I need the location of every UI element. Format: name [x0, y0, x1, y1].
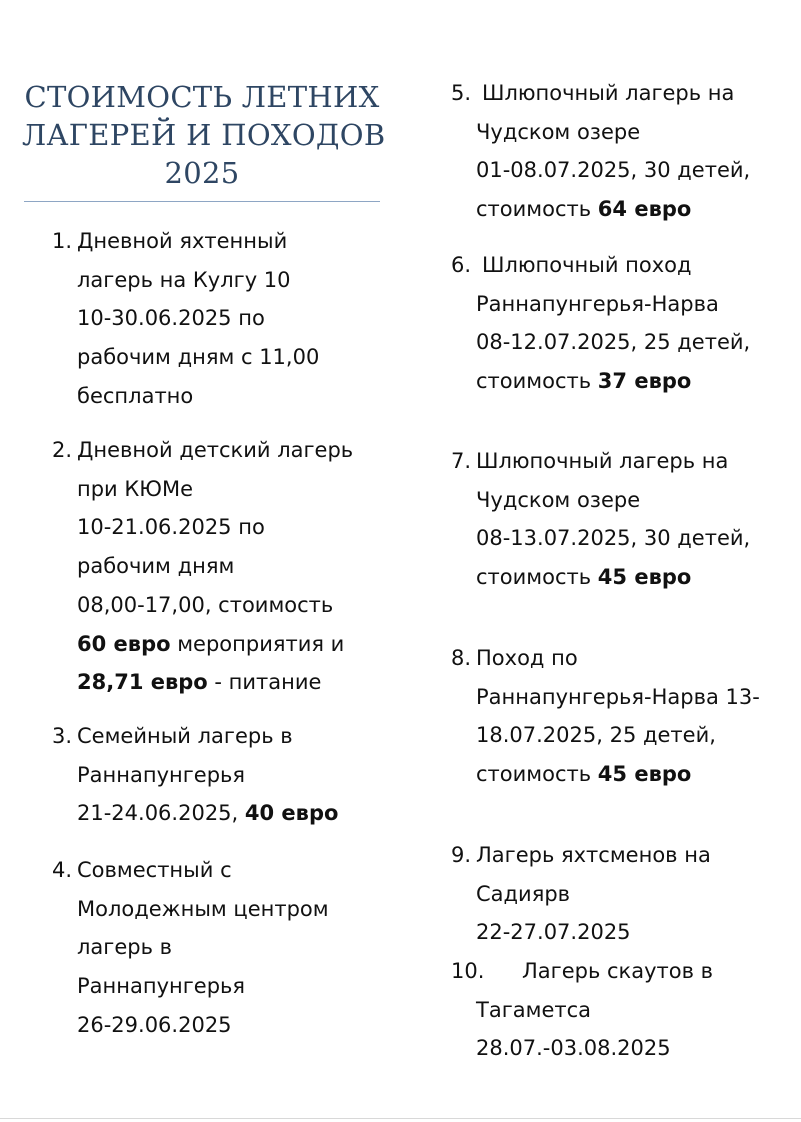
item-text-segment: Чудском озере	[476, 119, 641, 144]
item-number: 7.	[451, 449, 472, 473]
item-line	[476, 74, 750, 113]
item-line	[476, 323, 750, 362]
item-line	[77, 586, 353, 625]
page-bottom-divider	[0, 1118, 801, 1119]
item-number: 6.	[451, 253, 472, 277]
item-line	[476, 913, 711, 952]
item-line	[77, 261, 319, 300]
item-text-segment: стоимость	[476, 565, 598, 590]
item-line	[77, 508, 353, 547]
item-text-segment: Шлюпочный лагерь на	[482, 81, 735, 105]
title-line-3: 2025	[164, 156, 240, 190]
item-text-segment: 01-08.07.2025, 30 детей,	[476, 158, 751, 183]
item-line	[77, 338, 319, 377]
item-line	[77, 928, 329, 967]
item-text-segment: 10-30.06.2025 по	[77, 306, 265, 331]
item-line	[77, 1006, 329, 1045]
item-line	[476, 190, 750, 229]
item-line	[476, 991, 713, 1030]
item-line	[476, 442, 750, 481]
item-text-segment: 22-27.07.2025	[476, 920, 631, 945]
item-text-segment: 08-12.07.2025, 25 детей,	[476, 330, 751, 355]
price-highlight: 40 евро	[244, 801, 339, 826]
item-text-segment: 21-24.06.2025,	[77, 801, 245, 826]
item-line	[476, 151, 750, 190]
item-line	[476, 481, 750, 520]
item-text-segment: Раннапунгерья	[77, 762, 246, 787]
item-line	[77, 756, 338, 795]
item-text	[77, 431, 353, 702]
item-line	[476, 362, 750, 401]
price-highlight: 37 евро	[597, 369, 692, 394]
item-text	[476, 639, 760, 794]
item-text-segment: 26-29.06.2025	[77, 1012, 232, 1037]
item-number: 8.	[451, 646, 472, 670]
item-text-segment: 18.07.2025, 25 детей,	[476, 723, 716, 748]
item-text	[476, 836, 711, 952]
item-text-segment: 28.07.-03.08.2025	[476, 1036, 671, 1061]
price-highlight: 60 евро	[77, 631, 171, 656]
item-number: 5.	[451, 81, 472, 105]
item-line	[77, 431, 353, 470]
item-text-segment: Дневной яхтенный	[77, 229, 288, 253]
item-text-segment: Тагаметса	[476, 997, 592, 1022]
title-line-2: ЛАГЕРЕЙ И ПОХОДОВ	[22, 118, 386, 152]
item-line	[77, 222, 319, 261]
list-item	[52, 431, 353, 702]
item-number: 3.	[52, 724, 73, 748]
item-line	[476, 952, 713, 991]
item-line	[77, 663, 353, 702]
item-line	[476, 639, 760, 678]
item-text-segment: Дневной детский лагерь	[77, 438, 354, 462]
item-text-segment: мероприятия и	[170, 631, 345, 656]
item-line	[77, 967, 329, 1006]
item-number: 10.	[451, 959, 485, 983]
item-text-segment: стоимость	[476, 197, 598, 222]
item-text-segment: рабочим дням	[77, 554, 235, 579]
page-title	[22, 78, 386, 192]
price-highlight: 28,71 евро	[77, 670, 208, 695]
item-line	[476, 875, 711, 914]
item-text-segment: 08-13.07.2025, 30 детей,	[476, 526, 751, 551]
item-line	[77, 717, 338, 756]
title-divider	[24, 201, 380, 202]
item-text-segment: Молодежным центром	[77, 896, 329, 921]
item-text-segment: 10-21.06.2025 по	[77, 515, 265, 540]
item-line	[476, 755, 760, 794]
item-text-segment: Семейный лагерь в	[77, 724, 293, 748]
item-line	[77, 625, 353, 664]
item-line	[476, 1029, 713, 1068]
item-text-segment: лагерь в	[77, 935, 173, 960]
price-highlight: 64 евро	[597, 197, 692, 222]
item-text-segment: Лагерь яхтсменов на	[476, 843, 711, 867]
item-text-segment: Раннапунгерья	[77, 974, 246, 999]
price-highlight: 45 евро	[597, 565, 692, 590]
item-line	[77, 377, 319, 416]
list-item	[52, 851, 329, 1045]
item-line	[476, 246, 750, 285]
item-text	[476, 442, 750, 597]
item-line	[77, 794, 338, 833]
item-text-segment: стоимость	[476, 762, 598, 787]
item-line	[476, 519, 750, 558]
item-text	[77, 717, 338, 833]
list-item	[451, 952, 713, 1068]
item-text-segment: Шлюпочный поход	[482, 253, 692, 277]
list-item	[451, 836, 711, 952]
item-line	[476, 836, 711, 875]
item-text-segment: Раннапунгерья-Нарва 13-	[476, 684, 760, 709]
item-text-segment: бесплатно	[77, 383, 194, 408]
item-line	[77, 470, 353, 509]
item-text-segment: Чудском озере	[476, 487, 641, 512]
item-text	[476, 74, 750, 229]
item-line	[476, 716, 760, 755]
item-text-segment: Лагерь скаутов в	[522, 959, 714, 983]
item-number: 1.	[52, 229, 73, 253]
item-line	[476, 678, 760, 717]
item-text-segment: при КЮМе	[77, 476, 194, 501]
title-line-1: СТОИМОСТЬ ЛЕТНИХ	[24, 80, 380, 114]
item-line	[77, 890, 329, 929]
list-item	[52, 717, 338, 833]
item-text-segment: Шлюпочный лагерь на	[476, 449, 729, 473]
item-text-segment: рабочим дням с 11,00	[77, 345, 320, 370]
item-text	[476, 246, 750, 401]
item-text	[77, 851, 329, 1045]
item-line	[476, 558, 750, 597]
item-text-segment: Совместный с	[77, 858, 232, 882]
item-line	[77, 299, 319, 338]
item-text-segment: 08,00-17,00, стоимость	[77, 592, 334, 617]
item-number: 4.	[52, 858, 73, 882]
item-line	[476, 113, 750, 152]
item-text-segment: стоимость	[476, 369, 598, 394]
item-text	[476, 952, 713, 1068]
item-text	[77, 222, 319, 416]
item-text-segment: Садиярв	[476, 881, 571, 906]
item-number: 9.	[451, 843, 472, 867]
item-text-segment: лагерь на Кулгу 10	[77, 267, 291, 292]
list-item	[451, 246, 750, 401]
item-line	[77, 547, 353, 586]
list-item	[52, 222, 319, 416]
list-item	[451, 442, 750, 597]
item-number: 2.	[52, 438, 73, 462]
list-item	[451, 639, 760, 794]
item-text-segment: - питание	[207, 670, 322, 695]
list-item	[451, 74, 750, 229]
item-text-segment: Поход по	[476, 646, 578, 670]
item-line	[77, 851, 329, 890]
item-line	[476, 285, 750, 324]
price-highlight: 45 евро	[597, 762, 692, 787]
item-text-segment: Раннапунгерья-Нарва	[476, 291, 719, 316]
